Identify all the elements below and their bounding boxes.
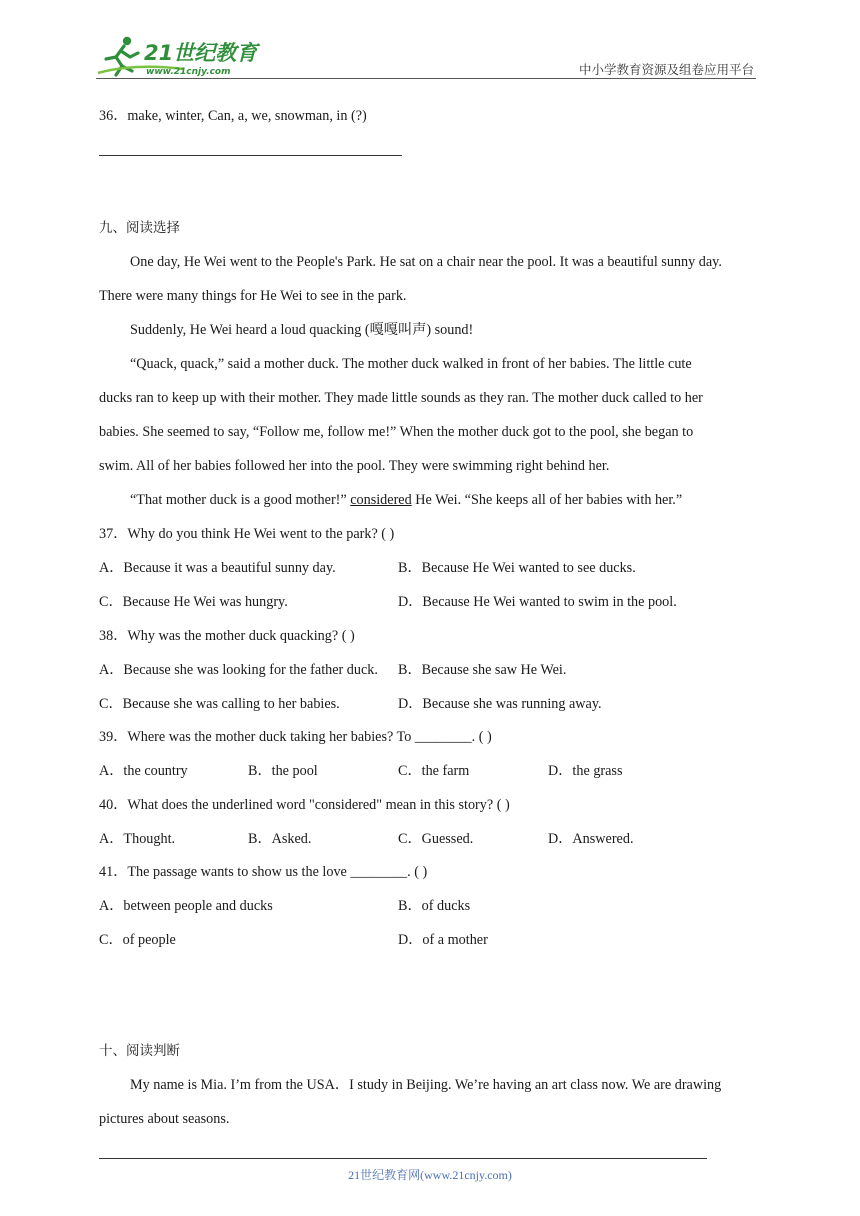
logo-url: www.21cnjy.com xyxy=(146,67,231,77)
option-a[interactable]: A．Because she was looking for the father duck. xyxy=(99,662,378,678)
option-c[interactable]: C．Guessed. xyxy=(398,831,474,847)
question-38: 38．Why was the mother duck quacking? ( ) xyxy=(99,628,355,644)
passage-line: There were many things for He Wei to see in the park. xyxy=(99,288,407,304)
logo-21cnjy xyxy=(94,33,264,78)
passage-line: swim. All of her babies followed her into the pool. They were swimming right behind her. xyxy=(99,458,610,474)
option-c[interactable]: C．Because she was calling to her babies. xyxy=(99,696,340,712)
passage-line: pictures about seasons. xyxy=(99,1111,230,1127)
option-d[interactable]: D．Answered. xyxy=(548,831,634,847)
option-b[interactable]: B．Because He Wei wanted to see ducks. xyxy=(398,560,636,576)
passage-line: My name is Mia. I’m from the USA．I study in Beijing. We’re having an art class now. We are drawing xyxy=(130,1077,722,1093)
text-segment: He Wei. “She keeps all of her babies with her.” xyxy=(411,492,683,508)
header-divider xyxy=(96,78,756,79)
platform-name: 中小学教育资源及组卷应用平台 xyxy=(578,62,754,77)
option-b[interactable]: B．the pool xyxy=(248,763,318,779)
option-b[interactable]: B．Because she saw He Wei. xyxy=(398,662,567,678)
question-39: 39．Where was the mother duck taking her babies? To ________. ( ) xyxy=(99,729,492,745)
page-header xyxy=(0,0,860,80)
option-d[interactable]: D．Because she was running away. xyxy=(398,696,602,712)
option-d[interactable]: D．the grass xyxy=(548,763,623,779)
section-10-title: 十、阅读判断 xyxy=(99,1043,180,1059)
option-d[interactable]: D．Because He Wei wanted to swim in the pool. xyxy=(398,594,677,610)
answer-line-36 xyxy=(99,155,402,156)
passage-line: “Quack, quack,” said a mother duck. The mother duck walked in front of her babies. The little cute xyxy=(130,356,692,372)
footer-link[interactable]: 21世纪教育网(www.21cnjy.com) xyxy=(348,1168,512,1182)
passage-line: ducks ran to keep up with their mother. They made little sounds as they ran. The mother duck called to her xyxy=(99,390,703,406)
option-c[interactable]: C．the farm xyxy=(398,763,470,779)
passage-line: babies. She seemed to say, “Follow me, follow me!” When the mother duck got to the pool, she began to xyxy=(99,424,694,440)
option-a[interactable]: A．Because it was a beautiful sunny day. xyxy=(99,560,336,576)
option-a[interactable]: A．between people and ducks xyxy=(99,898,273,914)
section-9-title: 九、阅读选择 xyxy=(99,220,180,236)
question-36: 36．make, winter, Can, a, we, snowman, in (?) xyxy=(99,108,367,124)
option-d[interactable]: D．of a mother xyxy=(398,932,488,948)
logo-text: 21世纪教育 xyxy=(144,41,258,65)
passage-line-considered xyxy=(130,490,682,510)
underlined-word: considered xyxy=(350,492,412,508)
question-37: 37．Why do you think He Wei went to the park? ( ) xyxy=(99,526,395,542)
footer-divider xyxy=(99,1158,707,1159)
option-a[interactable]: A．the country xyxy=(99,763,188,779)
option-c[interactable]: C．Because He Wei was hungry. xyxy=(99,594,288,610)
question-40: 40．What does the underlined word "considered" mean in this story? ( ) xyxy=(99,797,510,813)
option-b[interactable]: B．of ducks xyxy=(398,898,471,914)
question-41: 41．The passage wants to show us the love ________. ( ) xyxy=(99,864,428,880)
option-c[interactable]: C．of people xyxy=(99,932,176,948)
option-b[interactable]: B．Asked. xyxy=(248,831,312,847)
option-a[interactable]: A．Thought. xyxy=(99,831,176,847)
text-segment: “That mother duck is a good mother!” xyxy=(130,492,351,508)
passage-line: One day, He Wei went to the People's Park. He sat on a chair near the pool. It was a beautiful sunny day. xyxy=(130,254,722,270)
passage-line: Suddenly, He Wei heard a loud quacking (嘎嘎叫声) sound! xyxy=(130,322,474,338)
